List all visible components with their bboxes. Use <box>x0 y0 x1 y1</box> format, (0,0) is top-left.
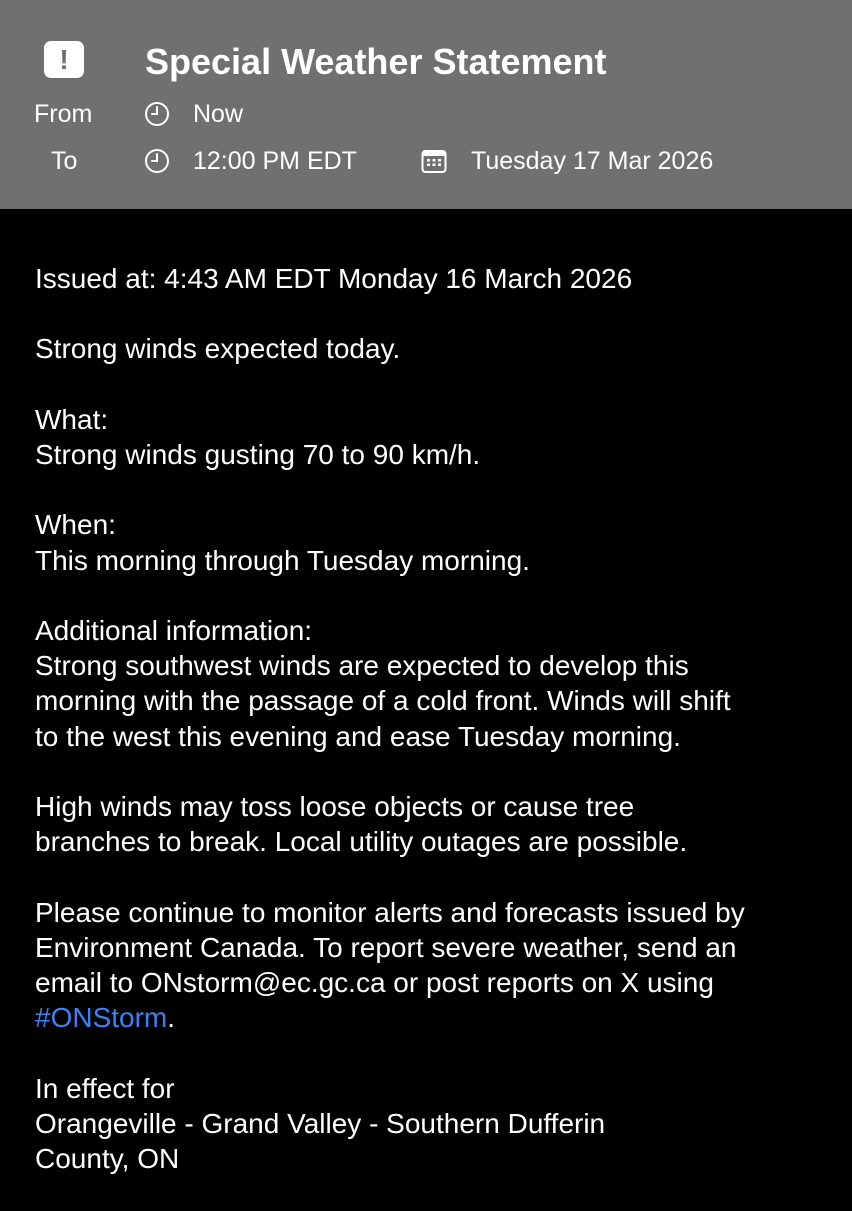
monitor-line: Please continue to monitor alerts and forecasts issued by <box>35 896 745 928</box>
additional-paragraph <box>35 613 835 754</box>
additional-label: Additional information: <box>35 614 313 646</box>
when-label: When: <box>35 509 116 541</box>
when-paragraph <box>35 507 835 577</box>
additional-line: morning with the passage of a cold front. Winds will shift <box>35 685 731 717</box>
hashtag-suffix: . <box>167 1002 176 1034</box>
additional-line: Strong southwest winds are expected to develop this <box>35 650 689 682</box>
onstorm-hashtag-link[interactable]: #ONStorm <box>35 1002 168 1034</box>
additional-line: to the west this evening and ease Tuesday morning. <box>35 720 681 752</box>
alert-header <box>0 0 852 209</box>
clock-icon <box>144 148 170 174</box>
effect-line: Orangeville - Grand Valley - Southern Dufferin <box>35 1107 606 1139</box>
to-time: 12:00 PM EDT <box>193 147 357 175</box>
hashtag-line <box>35 1000 835 1035</box>
calendar-icon <box>421 148 447 174</box>
to-date: Tuesday 17 Mar 2026 <box>471 147 714 175</box>
from-label: From <box>34 100 93 128</box>
what-paragraph <box>35 402 835 472</box>
alert-title: Special Weather Statement <box>145 41 607 82</box>
clock-icon <box>144 101 170 127</box>
summary-paragraph <box>35 331 835 366</box>
impact-paragraph <box>35 789 835 859</box>
monitor-line: Environment Canada. To report severe weather, send an <box>35 931 737 963</box>
alert-body <box>35 261 835 1211</box>
when-text: This morning through Tuesday morning. <box>35 544 530 576</box>
what-label: What: <box>35 403 109 435</box>
issued-paragraph <box>35 261 835 296</box>
alert-icon: ! <box>44 41 84 78</box>
summary-text: Strong winds expected today. <box>35 333 401 365</box>
from-value: Now <box>193 100 244 128</box>
to-label: To <box>51 147 78 175</box>
issued-text: Issued at: 4:43 AM EDT Monday 16 March 2026 <box>35 263 633 294</box>
effect-line: County, ON <box>35 1142 180 1174</box>
effect-label: In effect for <box>35 1072 175 1104</box>
what-text: Strong winds gusting 70 to 90 km/h. <box>35 438 481 470</box>
impact-line: High winds may toss loose objects or cause tree <box>35 790 635 822</box>
impact-line: branches to break. Local utility outages are possible. <box>35 826 688 858</box>
monitor-line: email to ONstorm@ec.gc.ca or post reports on X using <box>35 966 714 998</box>
effect-paragraph <box>35 1071 835 1177</box>
monitor-paragraph <box>35 895 835 1036</box>
